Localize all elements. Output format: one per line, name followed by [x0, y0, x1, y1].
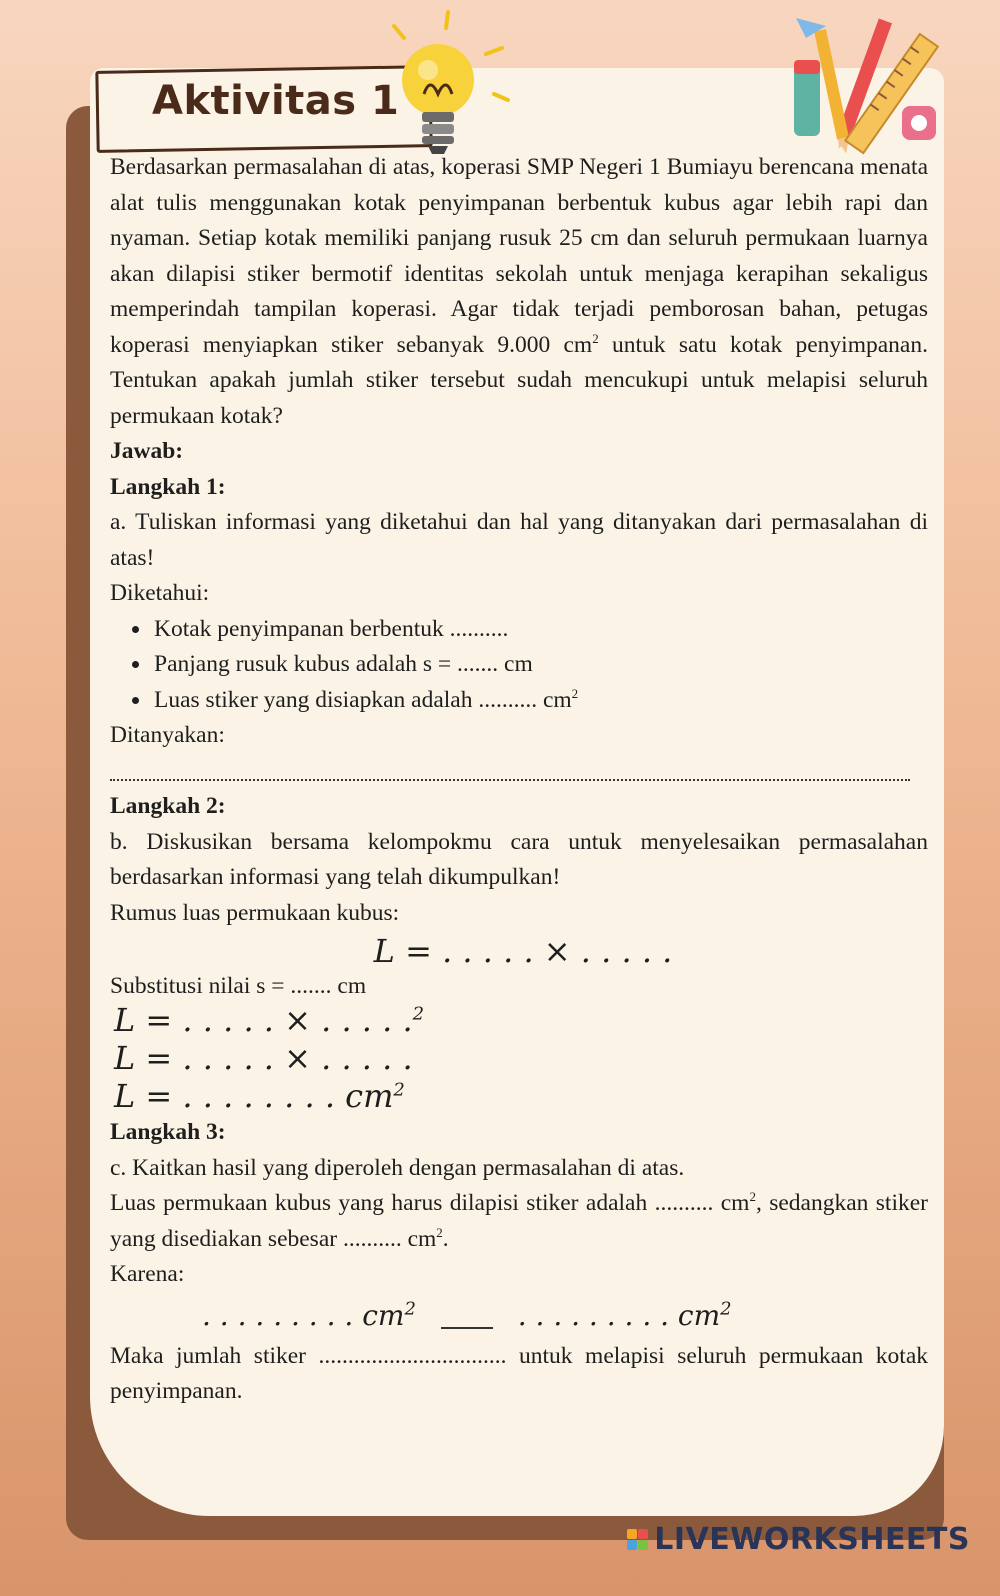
relation-blank[interactable]	[441, 1305, 493, 1329]
comparison-row	[110, 1293, 928, 1339]
conclusion-statement[interactable]: Maka jumlah stiker ................................ untuk melapisi seluruh permukaan kotak penyimpanan.	[110, 1342, 928, 1404]
worksheet-content	[110, 150, 928, 1410]
liveworksheets-brand[interactable]	[627, 1522, 970, 1557]
stationery-icon	[786, 8, 946, 158]
asked-label: Ditanyakan:	[110, 722, 225, 748]
formula-field[interactable]: L = . . . . . × . . . . .	[373, 932, 673, 970]
problem-statement: Berdasarkan permasalahan di atas, koperasi SMP Negeri 1 Bumiayu berencana menata alat tulis menggunakan kotak penyimpanan berbentuk kubus agar lebih rapi dan nyaman. Setiap kotak memiliki panjang rusuk 25 cm dan seluruh permukaan luarnya akan dilapisi stiker bermotif identitas sekolah untuk menjaga kerapihan sekaligus memperindah tampilan koperasi. Agar tidak terjadi pemborosan bahan, petugas koperasi menyiapkan stiker sebanyak 9.000 $cm^2$ untuk satu kotak penyimpanan. Tentukan apakah jumlah stiker tersebut sudah mencukupi untuk melapisi seluruh permukaan kotak?	[110, 154, 928, 429]
calc-line-2[interactable]: L = . . . . . × . . . . .	[114, 1039, 413, 1077]
calc-line-3[interactable]: L = . . . . . . . . $cm^2$	[114, 1077, 405, 1115]
brand-label: LIVEWORKSHEETS	[654, 1522, 970, 1557]
step1-title: Langkah 1:	[110, 473, 226, 500]
known-item-edge[interactable]: • Panjang rusuk kubus adalah s = ....... cm	[152, 647, 928, 683]
right-value-field[interactable]: . . . . . . . . . $cm^2$	[517, 1298, 732, 1332]
substitution-line[interactable]: Substitusi nilai s = ....... cm	[110, 973, 367, 999]
known-list	[110, 612, 928, 719]
known-label: Diketahui:	[110, 580, 210, 606]
step2-instruction: b. Diskusikan bersama kelompokmu cara untuk menyelesaikan permasalahan berdasarkan informasi yang telah dikumpulkan!	[110, 828, 928, 890]
formula-label: Rumus luas permukaan kubus:	[110, 899, 400, 926]
light-bulb-icon	[390, 8, 510, 158]
answer-label: Jawab:	[110, 438, 184, 464]
left-value-field[interactable]: . . . . . . . . . $cm^2$	[202, 1298, 416, 1332]
liveworksheets-logo-icon	[627, 1529, 648, 1550]
known-item-shape[interactable]: • Kotak penyimpanan berbentuk ..........	[152, 612, 928, 648]
step2-title: Langkah 2:	[110, 793, 226, 819]
step3-title: Langkah 3:	[110, 1119, 226, 1145]
asked-answer-field[interactable]	[110, 754, 928, 790]
comparison-statement[interactable]: Luas permukaan kubus yang harus dilapisi stiker adalah .......... $cm^2$, sedangkan stiker yang disediakan sebesar .......... $cm^2$.	[110, 1189, 928, 1252]
step3-instruction: c. Kaitkan hasil yang diperoleh dengan permasalahan di atas.	[110, 1154, 685, 1181]
calc-line-1[interactable]: L = . . . . . × . . . . .$^2$	[114, 1001, 425, 1039]
known-item-sticker[interactable]: • Luas stiker yang disiapkan adalah .......... $cm^2$	[152, 683, 928, 719]
step1-instruction: a. Tuliskan informasi yang diketahui dan hal yang ditanyakan dari permasalahan di atas!	[110, 509, 928, 571]
because-label: Karena:	[110, 1261, 185, 1287]
page-title: Aktivitas 1	[152, 78, 400, 124]
